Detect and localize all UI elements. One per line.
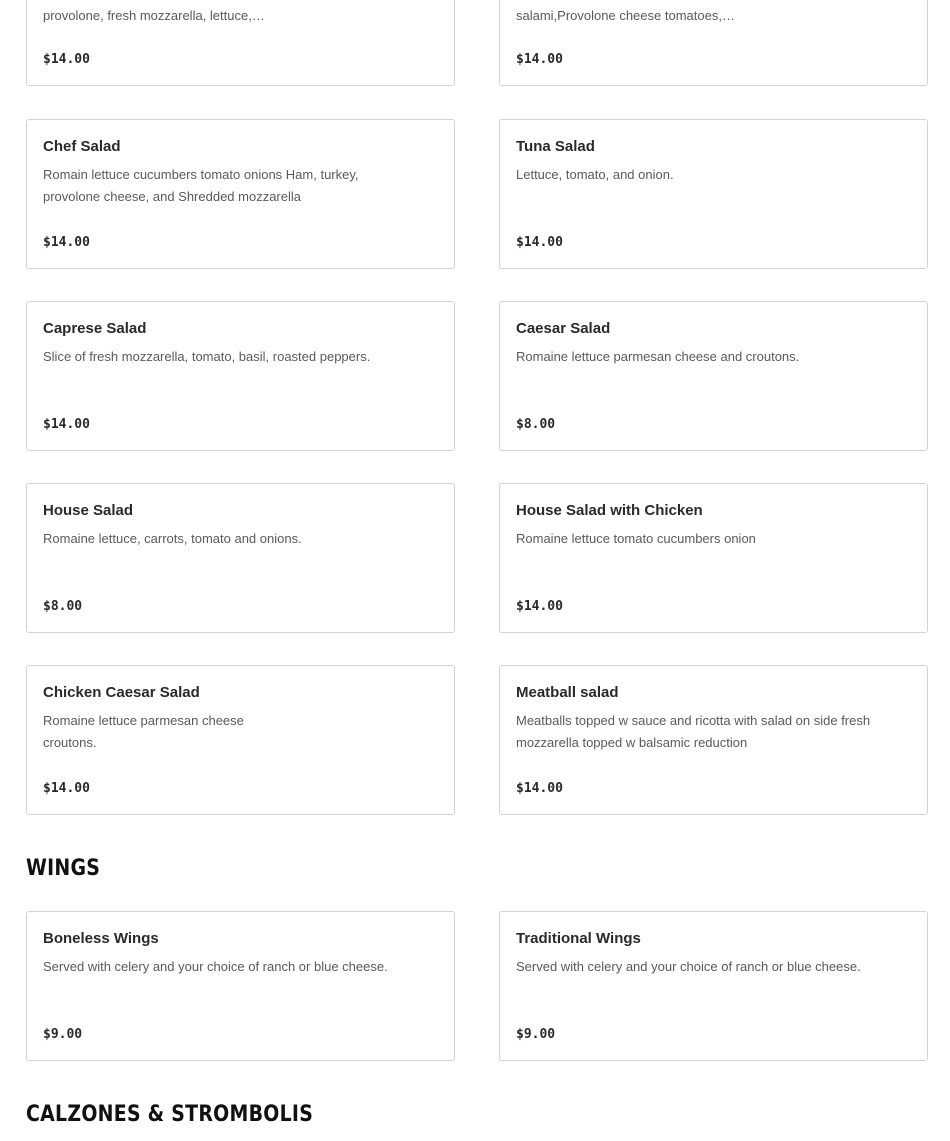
item-price: $14.00 xyxy=(43,781,90,796)
item-description: Served with celery and your choice of ranch or blue cheese. xyxy=(43,959,388,974)
item-description: Romaine lettuce tomato cucumbers onion xyxy=(516,531,756,546)
menu-item-card[interactable] xyxy=(26,483,455,633)
item-description: Slice of fresh mozzarella, tomato, basil, roasted peppers. xyxy=(43,349,371,364)
menu-item-card[interactable] xyxy=(26,0,455,86)
section-heading-calzones: CALZONES & STROMBOLIS xyxy=(26,1102,314,1127)
item-description: Lettuce, tomato, and onion. xyxy=(516,167,674,182)
item-price: $14.00 xyxy=(516,235,563,250)
menu-item-card[interactable] xyxy=(26,665,455,815)
item-price: $14.00 xyxy=(516,781,563,796)
item-name: Boneless Wings xyxy=(43,930,159,947)
item-name: Chef Salad xyxy=(43,138,121,155)
item-price: $14.00 xyxy=(43,235,90,250)
item-description: Romaine lettuce parmesan cheese and croutons. xyxy=(516,349,800,364)
item-description: Romain lettuce cucumbers tomato onions Ham, turkey, provolone cheese, and Shredded mozzarella xyxy=(43,167,359,204)
item-description: salami,Provolone cheese tomatoes,… xyxy=(516,8,735,23)
section-heading-wings: WINGS xyxy=(26,856,101,881)
salads-grid xyxy=(26,119,928,815)
item-name: Chicken Caesar Salad xyxy=(43,684,200,701)
item-name: House Salad xyxy=(43,502,134,519)
item-description: Served with celery and your choice of ranch or blue cheese. xyxy=(516,959,861,974)
menu-item-card[interactable] xyxy=(499,483,928,633)
item-price: $14.00 xyxy=(43,417,90,432)
item-price: $9.00 xyxy=(43,1027,83,1042)
item-name: Traditional Wings xyxy=(516,930,641,947)
item-name: House Salad with Chicken xyxy=(516,502,703,519)
item-description: Romaine lettuce, carrots, tomato and onions. xyxy=(43,531,302,546)
item-price: $9.00 xyxy=(516,1027,556,1042)
wings-grid xyxy=(26,911,928,1061)
item-price: $8.00 xyxy=(43,599,83,614)
menu-item-card[interactable] xyxy=(499,119,928,269)
item-price: $14.00 xyxy=(516,599,563,614)
menu-item-card[interactable] xyxy=(499,301,928,451)
item-description: provolone, fresh mozzarella, lettuce,… xyxy=(43,8,265,23)
menu-item-card[interactable] xyxy=(26,301,455,451)
item-name: Tuna Salad xyxy=(516,138,595,155)
menu-item-card[interactable] xyxy=(26,119,455,269)
menu-item-card[interactable] xyxy=(499,665,928,815)
item-description: Meatballs topped w sauce and ricotta with salad on side fresh mozzarella topped w balsamic reduction xyxy=(516,713,871,750)
menu-item-card[interactable] xyxy=(499,0,928,86)
salads-partial-grid xyxy=(26,0,928,86)
menu-item-card[interactable] xyxy=(499,911,928,1061)
item-price: $8.00 xyxy=(516,417,556,432)
item-name: Meatball salad xyxy=(516,684,619,701)
item-description: Romaine lettuce parmesan cheese croutons. xyxy=(43,713,244,750)
item-name: Caprese Salad xyxy=(43,320,147,337)
item-name: Caesar Salad xyxy=(516,320,611,337)
item-price: $14.00 xyxy=(43,52,90,67)
item-price: $14.00 xyxy=(516,52,563,67)
menu-item-card[interactable] xyxy=(26,911,455,1061)
